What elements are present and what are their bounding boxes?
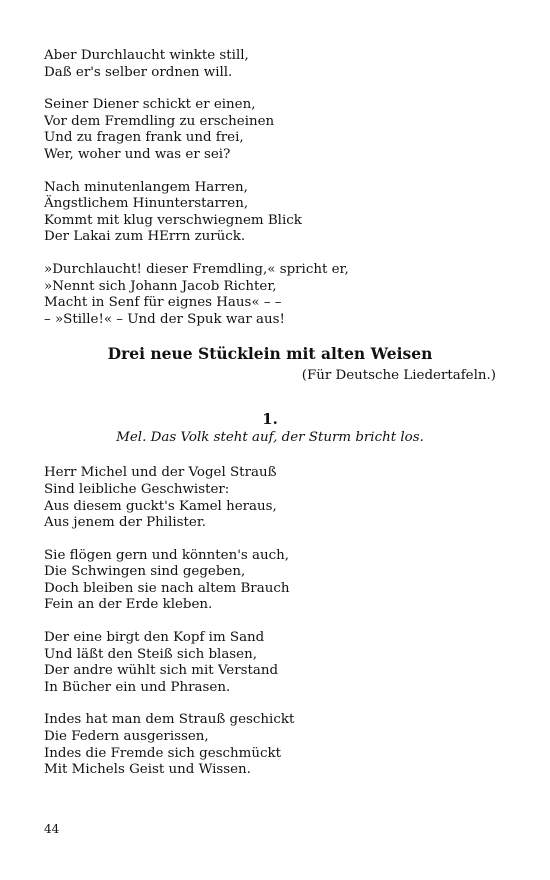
verse-line: Indes hat man dem Strauß geschickt <box>44 712 295 728</box>
verse-line: Aus diesem guckt's Kamel heraus, <box>44 498 277 514</box>
stanza <box>44 262 496 328</box>
page-content <box>44 48 496 795</box>
verse-line: Aber Durchlaucht winkte still, <box>44 48 249 63</box>
verse-line: Sie flögen gern und könnten's auch, <box>44 547 290 563</box>
stanza <box>44 97 496 163</box>
verse-line: In Bücher ein und Phrasen. <box>44 679 231 695</box>
section-subtitle: (Für Deutsche Liedertafeln.) <box>301 368 496 384</box>
verse-line: »Durchlaucht! dieser Fremdling,« spricht er, <box>44 261 349 277</box>
verse-line: Kommt mit klug verschwiegnem Blick <box>44 212 302 228</box>
section-title: Drei neue Stücklein mit alten Weisen <box>107 344 433 364</box>
verse-line: Und läßt den Steiß sich blasen, <box>44 646 257 662</box>
verse-line: Fein an der Erde kleben. <box>44 597 213 613</box>
melody-note: Mel. Das Volk steht auf, der Sturm bricht los. <box>116 430 424 446</box>
verse-line: »Nennt sich Johann Jacob Richter, <box>44 278 277 294</box>
verse-line: Die Federn ausgerissen, <box>44 729 209 745</box>
verse-line: Sind leibliche Geschwister: <box>44 481 230 497</box>
verse-line: Und zu fragen frank und frei, <box>44 130 244 146</box>
verse-line: Aus jenem der Philister. <box>44 515 207 531</box>
verse-line: – »Stille!« – Und der Spuk war aus! <box>44 311 285 327</box>
stanza <box>44 48 496 81</box>
poem-number: 1. <box>262 410 278 429</box>
verse-line: Vor dem Fremdling zu erscheinen <box>44 113 275 129</box>
verse-line: Wer, woher und was er sei? <box>44 146 231 162</box>
stanza <box>44 180 496 246</box>
poem-continuation <box>44 48 496 328</box>
poem-body <box>44 465 496 779</box>
verse-line: Ängstlichem Hinunterstarren, <box>44 196 249 212</box>
page-number: 44 <box>44 822 60 836</box>
stanza <box>44 548 496 614</box>
verse-line: Macht in Senf für eignes Haus« – – <box>44 295 282 311</box>
verse-line: Der Lakai zum HErrn zurück. <box>44 229 246 245</box>
stanza <box>44 465 496 531</box>
verse-line: Nach minutenlangem Harren, <box>44 179 248 195</box>
verse-line: Die Schwingen sind gegeben, <box>44 564 246 580</box>
verse-line: Der eine birgt den Kopf im Sand <box>44 630 265 646</box>
verse-line: Daß er's selber ordnen will. <box>44 64 233 80</box>
verse-line: Der andre wühlt sich mit Verstand <box>44 663 279 679</box>
verse-line: Doch bleiben sie nach altem Brauch <box>44 580 290 596</box>
verse-line: Herr Michel und der Vogel Strauß <box>44 465 277 481</box>
stanza <box>44 712 496 778</box>
stanza <box>44 630 496 696</box>
verse-line: Indes die Fremde sich geschmückt <box>44 745 281 761</box>
verse-line: Seiner Diener schickt er einen, <box>44 97 256 113</box>
verse-line: Mit Michels Geist und Wissen. <box>44 762 251 778</box>
